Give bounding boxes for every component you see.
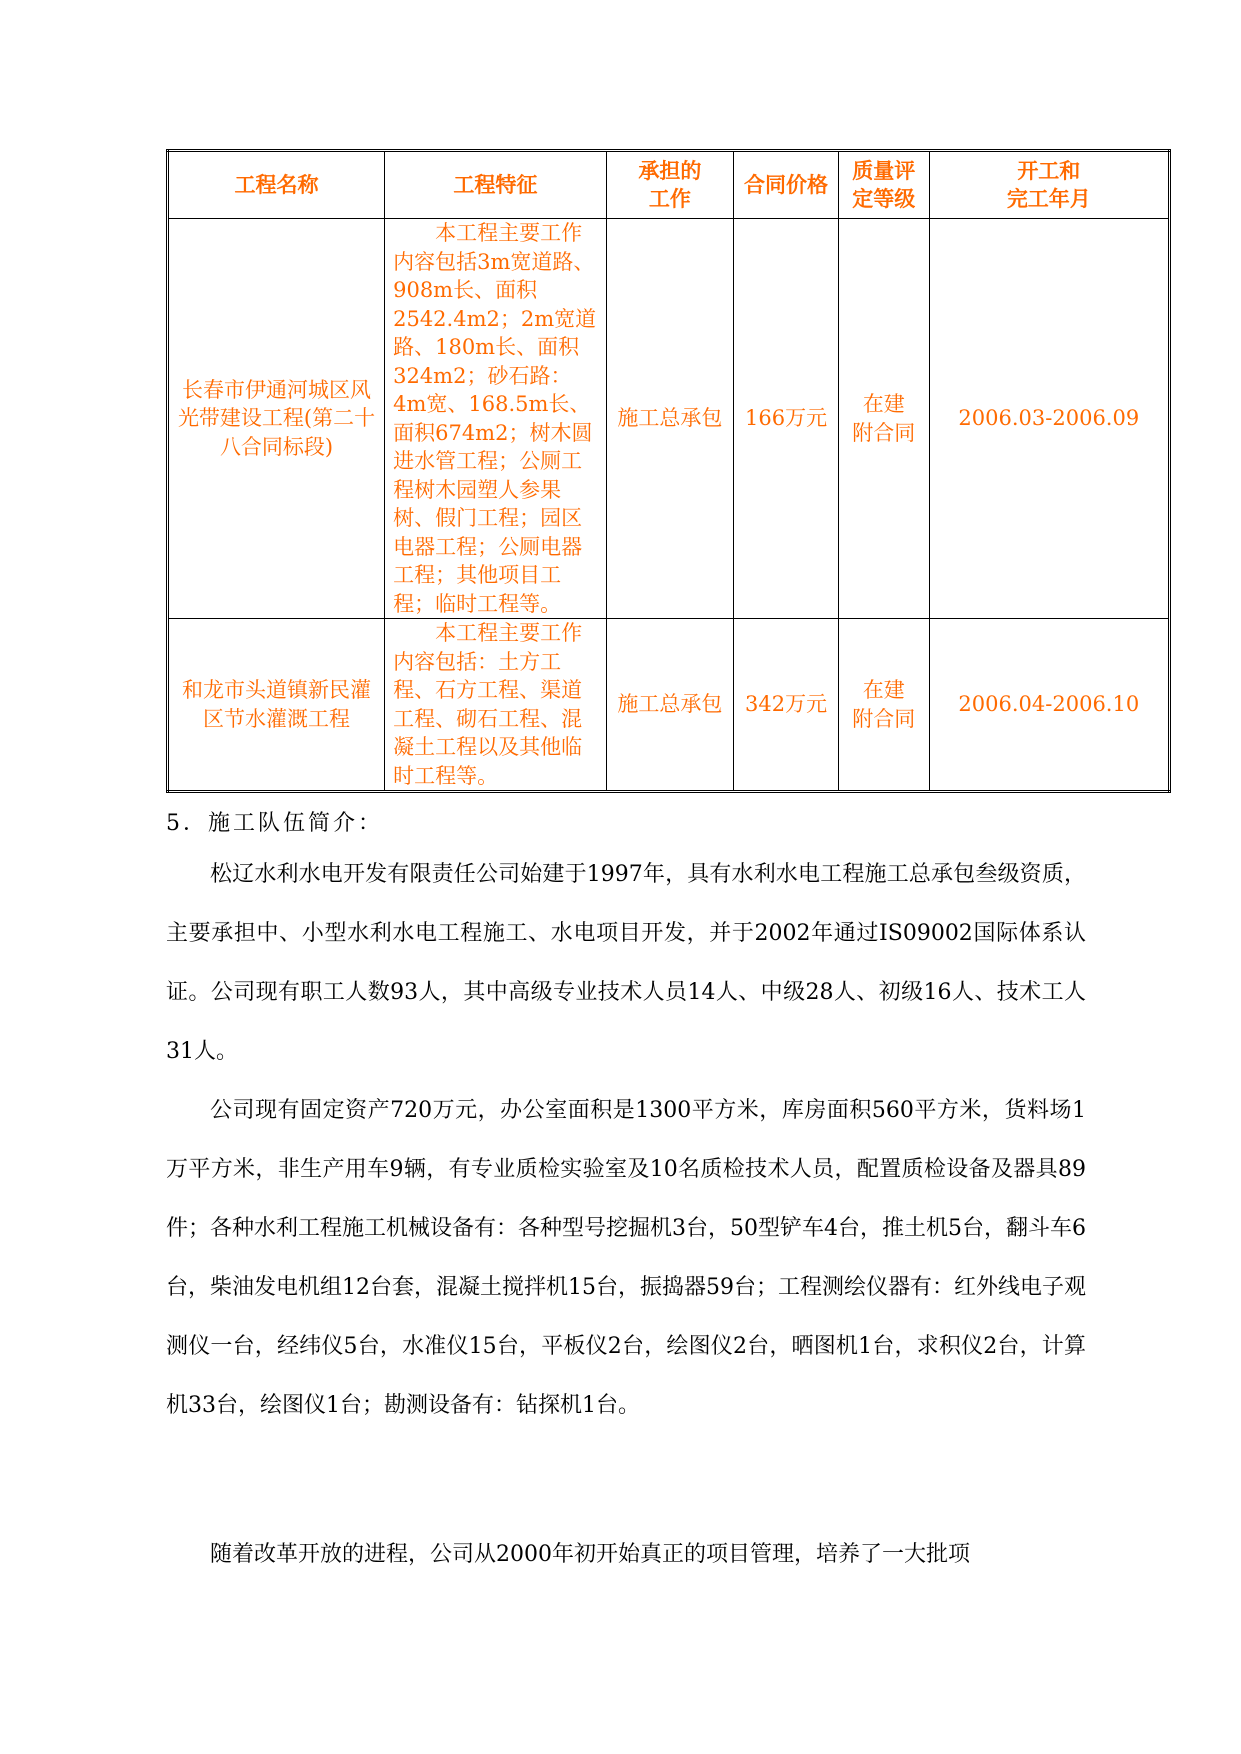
header-period: 开工和 完工年月 xyxy=(929,151,1169,219)
cell-quality: 在建 附合同 xyxy=(838,619,929,792)
header-project-feature: 工程特征 xyxy=(385,151,607,219)
paragraph-management: 随着改革开放的进程，公司从2000年初开始真正的项目管理，培养了一大批项 xyxy=(210,1542,970,1567)
cell-project-feature: 本工程主要工作内容包括：土方工程、石方工程、渠道工程、砌石工程、混凝土工程以及其他临时工程等。 xyxy=(385,619,607,792)
cell-quality: 在建 附合同 xyxy=(838,219,929,619)
cell-work: 施工总承包 xyxy=(606,219,734,619)
header-price: 合同价格 xyxy=(734,151,839,219)
cell-work: 施工总承包 xyxy=(606,619,734,792)
projects-table xyxy=(166,149,1171,793)
table-row xyxy=(168,619,1170,792)
table-row xyxy=(168,219,1170,619)
section-heading: 5．施工队伍简介： xyxy=(166,811,383,836)
cell-price: 342万元 xyxy=(734,619,839,792)
cell-period: 2006.03-2006.09 xyxy=(929,219,1169,619)
paragraph-assets-equipment: 公司现有固定资产720万元，办公室面积是1300平方米，库房面积560平方米，货料场1万平方米，非生产用车9辆，有专业质检实验室及10名质检技术人员，配置质检设备及器具89件；各种水利工程施工机械设备有：各种型号挖掘机3台，50型铲车4台，推土机5台，翻斗车6台，柴油发电机组12台套，混凝土搅拌机15台，振捣器59台；工程测绘仪器有：红外线电子观测仪一台，经纬仪5台，水准仪15台，平板仪2台，绘图仪2台，晒图机1台，求积仪2台，计算机33台，绘图仪1台；勘测设备有：钻探机1台。 xyxy=(166,1098,1086,1418)
header-work: 承担的 工作 xyxy=(606,151,734,219)
cell-project-name: 和龙市头道镇新民灌区节水灌溉工程 xyxy=(168,619,385,792)
cell-price: 166万元 xyxy=(734,219,839,619)
paragraph-company-intro: 松辽水利水电开发有限责任公司始建于1997年，具有水利水电工程施工总承包叁级资质，主要承担中、小型水利水电工程施工、水电项目开发，并于2002年通过IS09002国际体系认证。公司现有职工人数93人，其中高级专业技术人员14人、中级28人、初级16人、技术工人31人。 xyxy=(166,862,1086,1064)
cell-project-feature: 本工程主要工作内容包括3m宽道路、908m长、面积2542.4m2；2m宽道路、180m长、面积324m2；砂石路：4m宽、168.5m长、面积674m2；树木圆进水管工程；公厕工程树木园塑人参果树、假门工程；园区电器工程；公厕电器工程；其他项目工程；临时工程等。 xyxy=(385,219,607,619)
cell-project-name: 长春市伊通河城区风光带建设工程(第二十八合同标段) xyxy=(168,219,385,619)
cell-period: 2006.04-2006.10 xyxy=(929,619,1169,792)
header-quality: 质量评 定等级 xyxy=(838,151,929,219)
header-project-name: 工程名称 xyxy=(168,151,385,219)
table-header-row xyxy=(168,151,1170,219)
